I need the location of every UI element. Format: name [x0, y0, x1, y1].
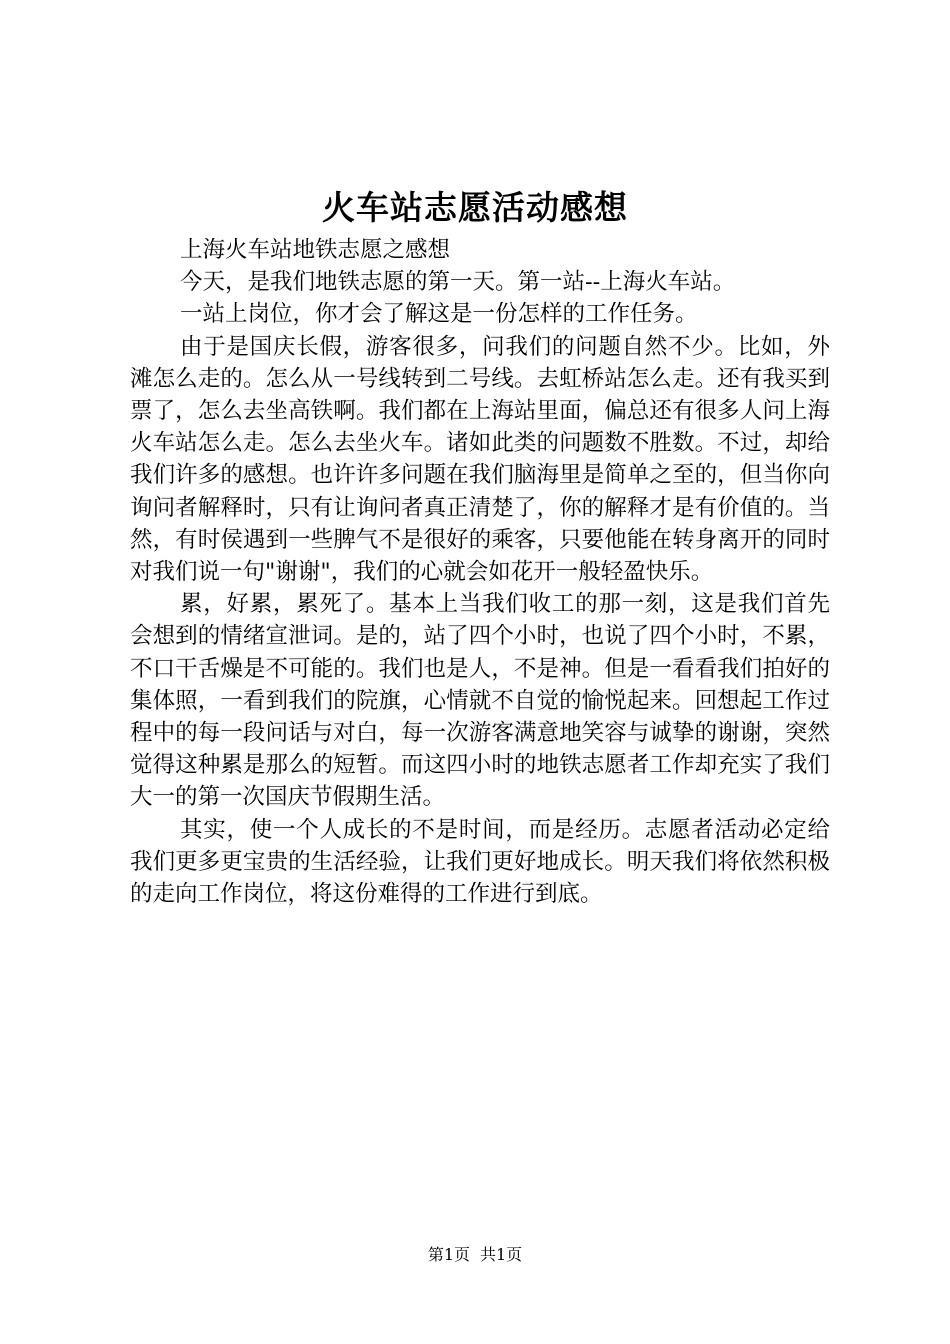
- paragraph-conclusion: 其实，使一个人成长的不是时间，而是经历。志愿者活动必定给我们更多更宝贵的生活经验，让我们更好地成长。明天我们将依然积极的走向工作岗位，将这份难得的工作进行到底。: [130, 816, 830, 908]
- paragraph-subtitle: 上海火车站地铁志愿之感想: [180, 237, 451, 263]
- paragraph-intro: 今天，是我们地铁志愿的第一天。第一站--上海火车站。: [180, 269, 736, 296]
- page-total: 共1页: [480, 1245, 523, 1264]
- page-number: 第1页: [427, 1245, 470, 1264]
- paragraph-tired: 累，好累，累死了。基本上当我们收工的那一刻，这是我们首先会想到的情绪宣泄词。是的，站了四个小时，也说了四个小时，不累，不口干舌燥是不可能的。我们也是人，不是神。但是一看看我们拍好的集体照，一看到我们的院旗，心情就不自觉的愉悦起来。回想起工作过程中的每一段问话与对白，每一次游客满意地笑容与诚挚的谢谢，突然觉得这种累是那么的短暂。而这四小时的地铁志愿者工作却充实了我们大一的第一次国庆节假期生活。: [130, 591, 830, 811]
- document-body: [130, 234, 830, 910]
- document-title: 火车站志愿活动感想: [322, 188, 628, 227]
- page-footer: [0, 1244, 950, 1266]
- paragraph-first-post: 一站上岗位，你才会了解这是一份怎样的工作任务。: [180, 301, 698, 328]
- paragraph-questions: 由于是国庆长假，游客很多，问我们的问题自然不少。比如，外滩怎么走的。怎么从一号线转到二号线。去虹桥站怎么走。还有我买到票了，怎么去坐高铁啊。我们都在上海站里面，偏总还有很多人问上海火车站怎么走。怎么去坐火车。诸如此类的问题数不胜数。不过，却给我们许多的感想。也许许多问题在我们脑海里是简单之至的，但当你向询问者解释时，只有让询问者真正清楚了，你的解释才是有价值的。当然，有时侯遇到一些脾气不是很好的乘客，只要他能在转身离开的同时对我们说一句"谢谢"，我们的心就会如花开一般轻盈快乐。: [130, 333, 830, 586]
